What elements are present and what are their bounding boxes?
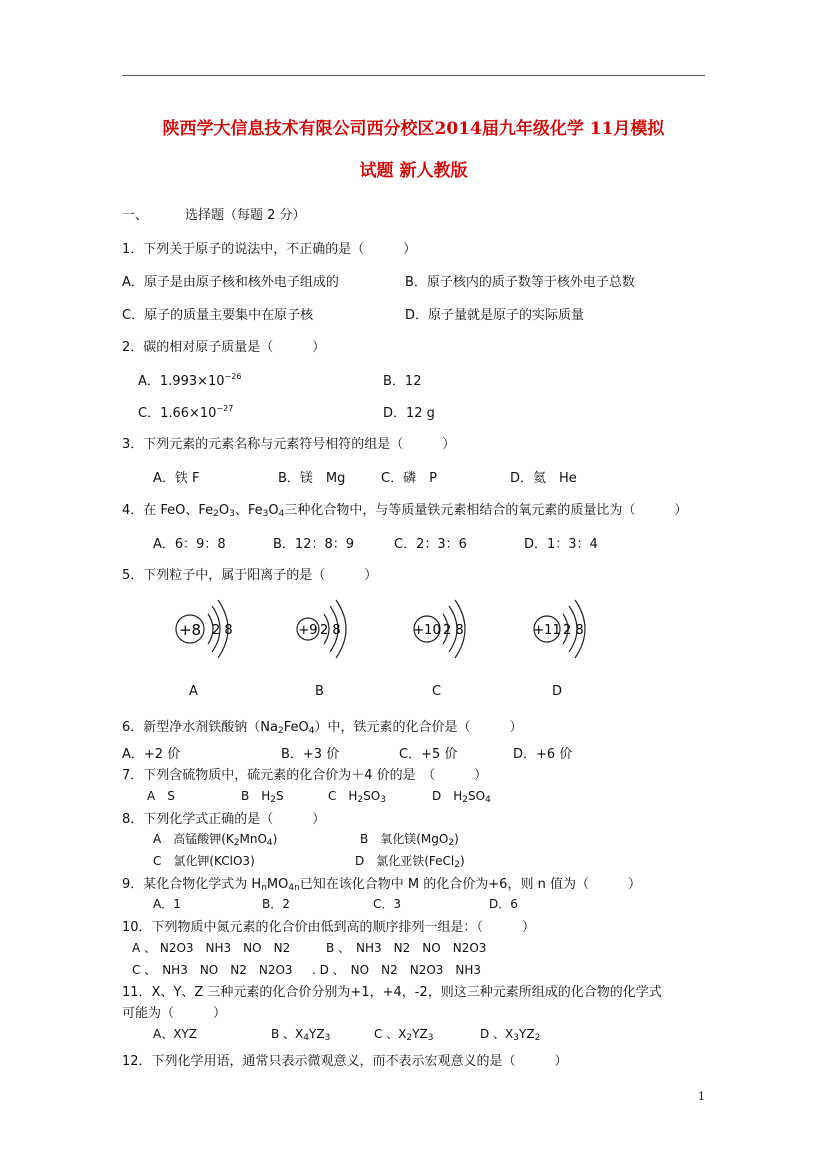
q9-option-b: B．2 — [262, 897, 290, 911]
question-5-stem: 5．下列粒子中，属于阳离子的是（ ） — [122, 568, 378, 583]
question-11-stem-line-2: 可能为（ ） — [122, 1006, 227, 1021]
header-rule — [122, 75, 705, 76]
section-label: 选择题（每题 2 分） — [185, 208, 306, 223]
q1-option-a: A．原子是由原子核和核外电子组成的 — [122, 275, 339, 290]
question-3-stem: 3．下列元素的元素名称与元素符号相符的组是（ ） — [122, 437, 456, 452]
q2-option-d: D．12 g — [383, 406, 435, 421]
q8-option-a: A 高锰酸钾$(K_2MnO_4)$ — [153, 832, 278, 848]
q6-option-c: C．+5 价 — [399, 747, 458, 762]
q11-option-b: B 、$X_4YZ_3$ — [271, 1027, 331, 1043]
nucleus-a: +8 — [178, 621, 202, 639]
q3-option-c: C．磷 P — [381, 471, 437, 486]
shells-d: 2 8 — [563, 623, 584, 638]
shells-b: 2 8 — [320, 623, 341, 638]
q7-option-c: C $H_2SO_3$ — [328, 789, 386, 805]
q8-option-b: B 氧化镁(MgO$_2$) — [360, 832, 459, 848]
question-2-stem: 2．碳的相对原子质量是（ ） — [122, 340, 326, 355]
question-6-stem: 6．新型净水剂铁酸钠$(Na_2FeO_4)$中，铁元素的化合价是（ ） — [122, 720, 523, 736]
q4-option-d: D．1：3：4 — [524, 537, 598, 552]
question-8-stem: 8．下列化学式正确的是（ ） — [122, 812, 326, 827]
atom-diagram-b — [290, 598, 365, 660]
q7-option-d: D $H_2SO_4$ — [432, 789, 491, 805]
atom-diagram-d — [527, 598, 607, 660]
shells-a: 2 8 — [212, 623, 233, 638]
q2-option-a: A．$1.993\times 10^{-26}$ — [138, 372, 242, 389]
q10-option-a: A 、 N2O3 NH3 NO N2 — [132, 941, 291, 955]
q9-option-a: A．1 — [153, 897, 181, 911]
atom-label-d: D — [552, 684, 563, 699]
q10-option-c: C 、 NH3 NO N2 N2O3 — [132, 963, 293, 977]
question-9-stem: 9．某化合物化学式为 $H_nMO_{4n}$已知在该化合物中 M 的化合价为+6，则 n 值为（ ） — [122, 877, 641, 893]
q4-option-a: A．6：9：8 — [153, 537, 226, 552]
q8-option-c: C 氯化钾(KClO3) — [153, 854, 255, 868]
shells-c: 2 8 — [443, 623, 464, 638]
q6-option-b: B．+3 价 — [281, 747, 340, 762]
q11-option-c: C 、$X_2YZ_3$ — [374, 1027, 434, 1043]
q8-option-d: D 氯化亚铁(FeCl$_2$) — [355, 854, 465, 870]
question-11-stem-line-1: 11．X、Y、Z 三种元素的化合价分别为+1，+4，-2，则这三种元素所组成的化合物的化学式 — [122, 985, 662, 1000]
question-12-stem: 12．下列化学用语，通常只表示微观意义，而不表示宏观意义的是（ ） — [122, 1054, 568, 1069]
q6-option-a: A．+2 价 — [122, 747, 181, 762]
q9-option-c: C．3 — [373, 897, 402, 911]
atom-label-b: B — [315, 684, 324, 699]
atom-diagram-c — [405, 598, 485, 660]
q4-option-b: B．12：8：9 — [273, 537, 355, 552]
q4-option-c: C．2：3：6 — [394, 537, 467, 552]
q1-option-c: C．原子的质量主要集中在原子核 — [122, 308, 314, 323]
page-number: 1 — [698, 1090, 705, 1103]
q3-option-d: D．氦 He — [510, 471, 577, 486]
q10-option-b: B 、 NH3 N2 NO N2O3 — [326, 941, 487, 955]
q11-option-d: D 、$X_3YZ_2$ — [480, 1027, 541, 1043]
question-1-stem: 1．下列关于原子的说法中，不正确的是（ ） — [122, 242, 417, 257]
nucleus-b: +9 — [298, 623, 318, 638]
q7-option-b: B $H_2S$ — [241, 789, 284, 805]
q2-option-b: B．12 — [383, 374, 422, 389]
nucleus-c: +10 — [413, 623, 441, 638]
question-7-stem: 7．下列含硫物质中，硫元素的化合价为＋4 价的是 （ ） — [122, 768, 488, 783]
question-10-stem: 10．下列物质中氮元素的化合价由低到高的顺序排列一组是：（ ） — [122, 920, 536, 935]
atom-label-a: A — [189, 684, 198, 699]
q3-option-a: A．铁 F — [153, 471, 200, 486]
q1-option-b: B．原子核内的质子数等于核外电子总数 — [405, 275, 635, 290]
atom-label-c: C — [432, 684, 442, 699]
q2-option-c: C．$1.66\times 10^{-27}$ — [138, 404, 234, 421]
q6-option-d: D．+6 价 — [513, 747, 573, 762]
atom-diagram-a — [170, 598, 245, 660]
page-title-line-1: 陕西学大信息技术有限公司西分校区2014届九年级化学 11月模拟 — [162, 119, 665, 139]
q7-option-a: A S — [147, 789, 175, 803]
nucleus-d: +11 — [533, 623, 561, 638]
q1-option-d: D．原子量就是原子的实际质量 — [405, 308, 585, 323]
q11-option-a: A、XYZ — [153, 1027, 197, 1041]
section-number: 一、 — [122, 208, 149, 223]
q9-option-d: D．6 — [489, 897, 518, 911]
page-title-line-2: 试题 新人教版 — [359, 161, 468, 181]
q3-option-b: B．镁 Mg — [278, 471, 346, 486]
question-4-stem: 4．在 FeO、$Fe_2O_3$、$Fe_3O_4$三种化合物中，与等质量铁元素相结合的氧元素的质量比为（ ） — [122, 503, 688, 519]
q10-option-d: . D 、 NO N2 N2O3 NH3 — [312, 963, 482, 977]
